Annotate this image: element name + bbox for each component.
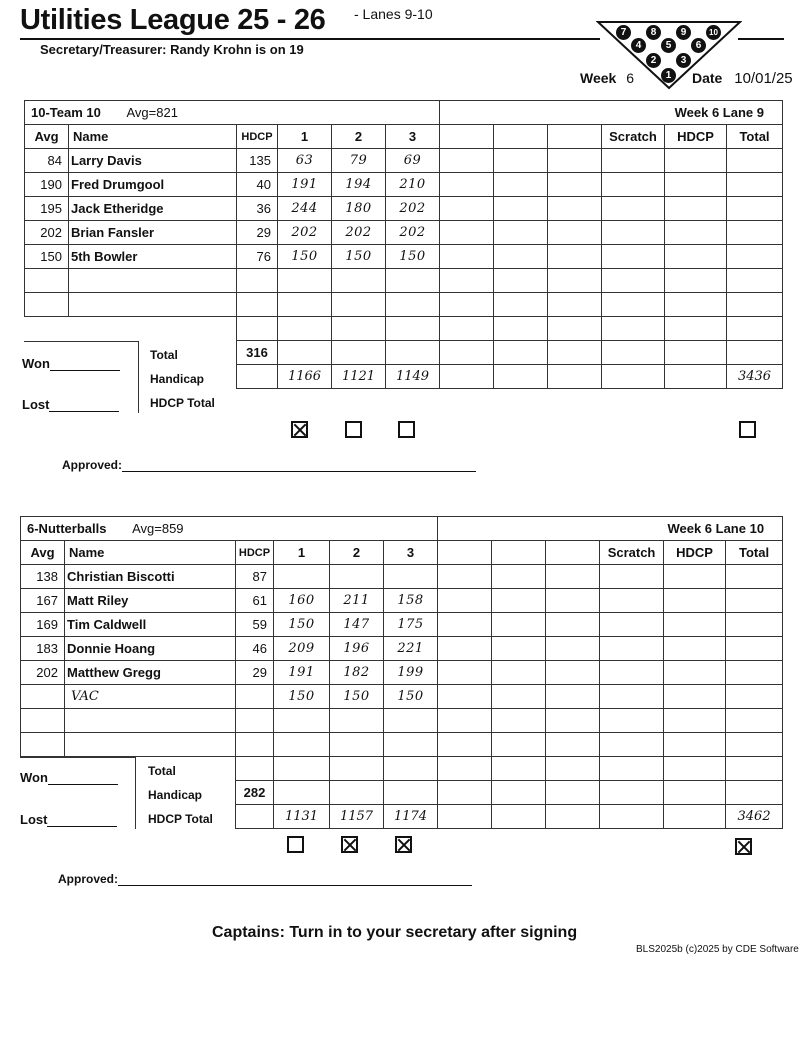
copyright-notice: BLS2025b (c)2025 by CDE Software — [636, 944, 799, 955]
team1-hdcp-total-label: HDCP Total — [150, 396, 215, 410]
col-avg: Avg — [25, 125, 69, 149]
score-game1[interactable]: 244 — [278, 197, 332, 221]
table-row: 150 5th Bowler 76 150 150 150 — [25, 245, 783, 269]
table-row: 183 Donnie Hoang 46 209 196 221 — [21, 637, 783, 661]
team1-game3-checkbox[interactable] — [398, 421, 415, 438]
team1-column-headers — [25, 125, 783, 149]
score-game3[interactable]: 210 — [386, 173, 440, 197]
score-game2[interactable]: 194 — [332, 173, 386, 197]
col-hdcp: HDCP — [237, 125, 278, 149]
score-game2[interactable]: 79 — [332, 149, 386, 173]
col-name: Name — [65, 541, 236, 565]
team2-total-label: Total — [148, 764, 176, 778]
score-game2[interactable]: 182 — [330, 661, 384, 685]
pin-5: 5 — [661, 38, 676, 53]
title-underline-right — [738, 38, 784, 40]
team1-table-bottom-left — [24, 341, 138, 342]
bowler-name: 5th Bowler — [69, 245, 237, 269]
team2-hdcp-total-label: HDCP Total — [148, 812, 213, 826]
team2-table-bottom-left — [20, 757, 135, 758]
page-title: Utilities League 25 - 26 — [20, 4, 326, 36]
score-game3[interactable]: 69 — [386, 149, 440, 173]
table-row: 202 Brian Fansler 29 202 202 202 — [25, 221, 783, 245]
team1-hdcp-total-game1[interactable]: 1166 — [278, 365, 332, 389]
team1-lost: Lost — [22, 397, 119, 412]
score-game2[interactable]: 150 — [330, 685, 384, 709]
col-scratch: Scratch — [600, 541, 664, 565]
team2-approved-label: Approved: — [58, 872, 118, 886]
score-game1[interactable]: 150 — [274, 613, 330, 637]
table-row: 169 Tim Caldwell 59 150 147 175 — [21, 613, 783, 637]
team2-average: Avg=859 — [132, 521, 184, 536]
table-row — [21, 733, 783, 757]
team2-lost-field[interactable] — [47, 814, 117, 827]
score-game3[interactable]: 221 — [384, 637, 438, 661]
team1-average: Avg=821 — [126, 105, 178, 120]
col-game2: 2 — [330, 541, 384, 565]
pin-1: 1 — [661, 68, 676, 83]
score-game3[interactable]: 202 — [386, 197, 440, 221]
team1-approved-label: Approved: — [62, 458, 122, 472]
team1-game1-checkbox[interactable] — [291, 421, 308, 438]
team1-total-label: Total — [150, 348, 178, 362]
team2-game3-checkbox[interactable] — [395, 836, 412, 853]
table-row: 167 Matt Riley 61 160 211 158 — [21, 589, 783, 613]
score-game3[interactable] — [384, 565, 438, 589]
score-game2[interactable]: 150 — [332, 245, 386, 269]
col-name: Name — [69, 125, 237, 149]
table-row: 195 Jack Etheridge 36 244 180 202 — [25, 197, 783, 221]
team2-header-row — [21, 517, 783, 541]
team1-header-row — [25, 101, 783, 125]
team2-hdcp-total-game1[interactable]: 1131 — [274, 805, 330, 829]
score-game1[interactable]: 202 — [278, 221, 332, 245]
team1-game2-checkbox[interactable] — [345, 421, 362, 438]
col-total: Total — [726, 541, 783, 565]
score-game3[interactable]: 199 — [384, 661, 438, 685]
score-game1[interactable]: 63 — [278, 149, 332, 173]
pin-10: 10 — [706, 25, 721, 40]
col-game3: 3 — [384, 541, 438, 565]
col-hdcp: HDCP — [236, 541, 274, 565]
pin-9: 9 — [676, 25, 691, 40]
team2-hdcp-total-game3[interactable]: 1174 — [384, 805, 438, 829]
team2-handicap-label: Handicap — [148, 788, 203, 802]
bowler-name: Matthew Gregg — [65, 661, 236, 685]
table-row: 202 Matthew Gregg 29 191 182 199 — [21, 661, 783, 685]
col-hdcp-total: HDCP — [664, 541, 726, 565]
table-row: 84 Larry Davis 135 63 79 69 — [25, 149, 783, 173]
score-game1[interactable]: 160 — [274, 589, 330, 613]
bowler-name: Donnie Hoang — [65, 637, 236, 661]
team2-hdcp-total-series[interactable]: 3462 — [726, 805, 783, 829]
team1-hdcp-total-game2[interactable]: 1121 — [332, 365, 386, 389]
score-game3[interactable]: 202 — [386, 221, 440, 245]
captains-instruction: Captains: Turn in to your secretary after signing — [212, 924, 578, 941]
team2-won-field[interactable] — [48, 772, 118, 785]
team2-approved-line[interactable] — [118, 885, 472, 886]
score-game2[interactable]: 147 — [330, 613, 384, 637]
col-scratch: Scratch — [602, 125, 665, 149]
date-label: Date 10/01/25 — [692, 70, 793, 87]
score-game2[interactable]: 202 — [332, 221, 386, 245]
team1-hdcp-total-series[interactable]: 3436 — [727, 365, 783, 389]
team1-won: Won — [22, 356, 120, 371]
team2-label-divider — [135, 757, 136, 829]
table-row: 138 Christian Biscotti 87 — [21, 565, 783, 589]
lanes-label: - Lanes 9-10 — [354, 6, 433, 22]
score-game3[interactable]: 150 — [386, 245, 440, 269]
team1-name: 10-Team 10 — [31, 105, 101, 120]
team2-game2-checkbox[interactable] — [341, 836, 358, 853]
pin-6: 6 — [691, 38, 706, 53]
score-game1[interactable]: 150 — [274, 685, 330, 709]
table-row — [25, 269, 783, 293]
col-hdcp-total: HDCP — [665, 125, 727, 149]
pin-4: 4 — [631, 38, 646, 53]
score-game3[interactable]: 158 — [384, 589, 438, 613]
bowler-name: Christian Biscotti — [65, 565, 236, 589]
team2-won: Won — [20, 770, 118, 785]
team1-approved-line[interactable] — [122, 471, 476, 472]
col-game3: 3 — [386, 125, 440, 149]
team2-week-lane: Week 6 Lane 10 — [438, 517, 783, 541]
pin-8: 8 — [646, 25, 661, 40]
score-game2[interactable]: 180 — [332, 197, 386, 221]
team2-total-checkbox[interactable] — [735, 838, 752, 855]
col-game1: 1 — [274, 541, 330, 565]
score-game2[interactable] — [330, 565, 384, 589]
team1-handicap-value: 316 — [237, 341, 278, 365]
col-total: Total — [727, 125, 783, 149]
bowler-name: Jack Etheridge — [69, 197, 237, 221]
week-label: Week 6 — [580, 70, 635, 86]
bowler-name: Larry Davis — [69, 149, 237, 173]
score-game1[interactable]: 209 — [274, 637, 330, 661]
score-game1[interactable]: 191 — [278, 173, 332, 197]
team1-hdcp-total-game3[interactable]: 1149 — [386, 365, 440, 389]
secretary-note: Secretary/Treasurer: Randy Krohn is on 19 — [40, 42, 304, 57]
bowler-name: Matt Riley — [65, 589, 236, 613]
col-avg: Avg — [21, 541, 65, 565]
team2-game1-checkbox[interactable] — [287, 836, 304, 853]
team1-week-lane: Week 6 Lane 9 — [440, 101, 783, 125]
col-game1: 1 — [278, 125, 332, 149]
score-game3[interactable]: 150 — [384, 685, 438, 709]
team1-won-field[interactable] — [50, 358, 120, 371]
totals-row — [25, 317, 783, 341]
score-game2[interactable]: 211 — [330, 589, 384, 613]
team1-total-checkbox[interactable] — [739, 421, 756, 438]
table-row — [21, 685, 783, 709]
score-game3[interactable]: 175 — [384, 613, 438, 637]
score-game1[interactable]: 191 — [274, 661, 330, 685]
score-game2[interactable]: 196 — [330, 637, 384, 661]
team2-hdcp-total-game2[interactable]: 1157 — [330, 805, 384, 829]
team2-name: 6-Nutterballs — [27, 521, 107, 536]
pin-3: 3 — [676, 53, 691, 68]
team1-handicap-label: Handicap — [150, 372, 205, 386]
bowler-name: Brian Fansler — [69, 221, 237, 245]
table-row — [25, 293, 783, 317]
week-value: 6 — [626, 70, 635, 86]
table-row — [21, 709, 783, 733]
team1-label-divider — [138, 341, 139, 413]
team2-lost: Lost — [20, 812, 117, 827]
date-value: 10/01/25 — [734, 70, 793, 87]
team2-column-headers — [21, 541, 783, 565]
bowler-name-vacant: VAC — [65, 685, 236, 709]
pin-2: 2 — [646, 53, 661, 68]
score-game1[interactable]: 150 — [278, 245, 332, 269]
table-row: 190 Fred Drumgool 40 191 194 210 — [25, 173, 783, 197]
team1-lost-field[interactable] — [49, 399, 119, 412]
bowler-name: Tim Caldwell — [65, 613, 236, 637]
team2-handicap-value: 282 — [236, 781, 274, 805]
score-game1[interactable] — [274, 565, 330, 589]
bowler-name: Fred Drumgool — [69, 173, 237, 197]
col-game2: 2 — [332, 125, 386, 149]
pin-7: 7 — [616, 25, 631, 40]
title-underline — [20, 38, 600, 40]
